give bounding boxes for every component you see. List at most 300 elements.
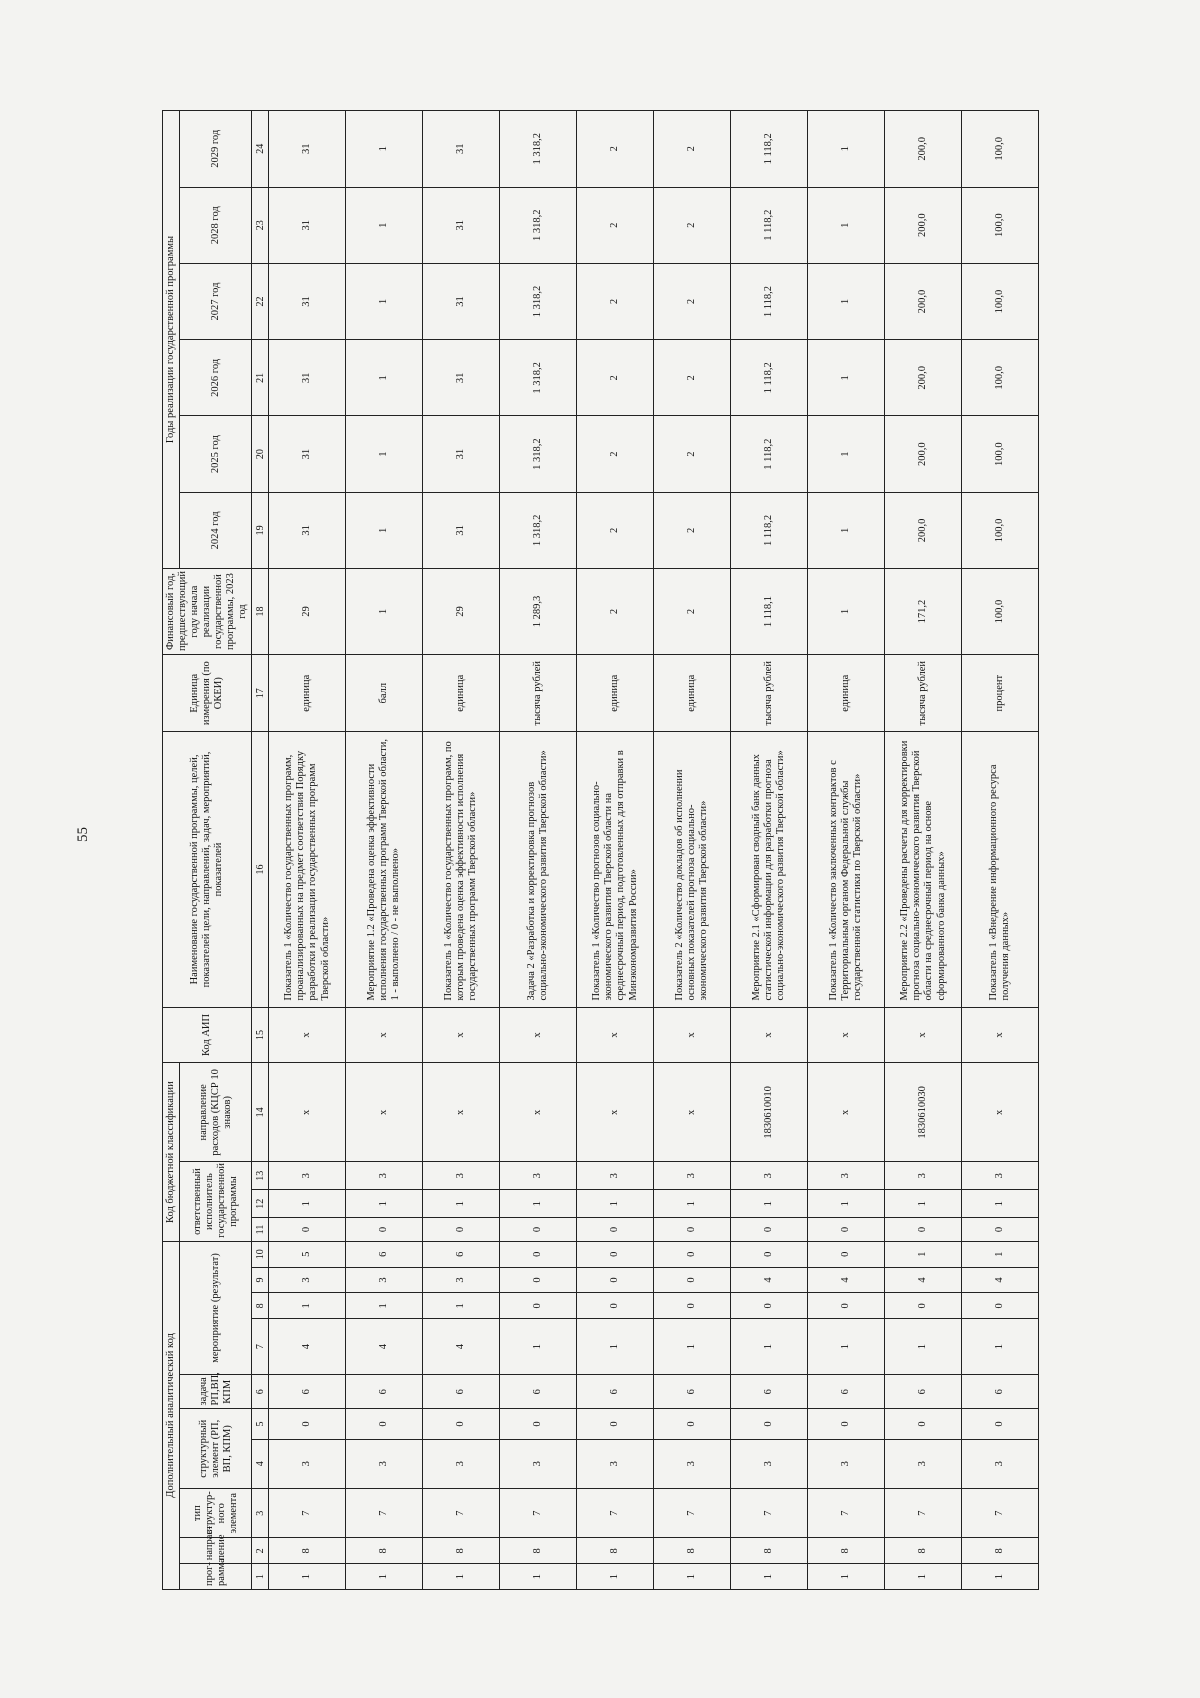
header-program: прог-рамма [180, 1564, 252, 1590]
code-cell: 8 [346, 1538, 423, 1564]
code-cell: 7 [731, 1489, 808, 1538]
header-base-year: Финансовый год, предшествующий году начала реализации государственной программы, 2023 год [163, 569, 252, 655]
code-cell: 1 [808, 1319, 885, 1375]
code-cell: x [423, 1063, 500, 1162]
code-cell: 0 [577, 1293, 654, 1319]
item-name-cell: Мероприятие 2.2 «Проведены расчеты для корректировки прогноза социально-экономического развития Тверской области на среднесрочный период на основе сформированного банка данных» [885, 732, 962, 1007]
code-cell: 4 [962, 1267, 1039, 1293]
header-struct-elem: структурный элемент (РП, ВП, КПМ) [180, 1409, 252, 1489]
code-cell: 5 [269, 1241, 346, 1267]
column-number: 9 [252, 1267, 269, 1293]
code-cell: 8 [962, 1538, 1039, 1564]
code-cell: 0 [500, 1218, 577, 1242]
header-task: задача РП,ВП, КПМ [180, 1375, 252, 1409]
base-year-value: 1 118,1 [731, 569, 808, 655]
base-year-value: 2 [577, 569, 654, 655]
header-measure: мероприятие (результат) [180, 1241, 252, 1374]
code-cell: 3 [654, 1162, 731, 1190]
header-year: 2029 год [180, 111, 252, 188]
code-cell: 1 [346, 1293, 423, 1319]
header-year: 2024 год [180, 492, 252, 568]
code-cell: 0 [346, 1409, 423, 1439]
code-cell: 3 [269, 1162, 346, 1190]
year-value: 2 [577, 187, 654, 263]
column-number: 20 [252, 416, 269, 492]
column-number: 22 [252, 263, 269, 339]
code-cell: 0 [885, 1218, 962, 1242]
year-value: 1 118,2 [731, 187, 808, 263]
code-cell: 8 [423, 1538, 500, 1564]
table-row [269, 111, 346, 1590]
code-cell: 0 [577, 1409, 654, 1439]
code-cell: 3 [346, 1439, 423, 1488]
column-number: 11 [252, 1218, 269, 1242]
unit-cell: тысяча рублей [731, 655, 808, 732]
code-cell: 7 [269, 1489, 346, 1538]
year-value: 2 [577, 263, 654, 339]
column-number: 12 [252, 1190, 269, 1218]
item-name-cell: Показатель 1 «Количество прогнозов социально-экономического развития Тверской области на среднесрочный период, подготовленных для отправки в Минэкономразвития России» [577, 732, 654, 1007]
year-value: 31 [423, 263, 500, 339]
header-exec: ответственный исполнитель государственной программы [180, 1162, 252, 1242]
code-cell: x [269, 1007, 346, 1063]
column-number: 8 [252, 1293, 269, 1319]
table-row [500, 111, 577, 1590]
year-value: 2 [577, 416, 654, 492]
code-cell: 3 [654, 1439, 731, 1488]
year-value: 2 [654, 416, 731, 492]
code-cell: x [808, 1007, 885, 1063]
code-cell: x [577, 1063, 654, 1162]
base-year-value: 29 [423, 569, 500, 655]
table-row [654, 111, 731, 1590]
code-cell: 1 [731, 1564, 808, 1590]
code-cell: x [808, 1063, 885, 1162]
item-name-cell: Показатель 1 «Количество заключенных контрактов с Территориальным органом Федеральной службы государственной статистики по Тверской области» [808, 732, 885, 1007]
code-cell: 3 [423, 1439, 500, 1488]
code-cell: 0 [654, 1218, 731, 1242]
column-number: 14 [252, 1063, 269, 1162]
column-number: 13 [252, 1162, 269, 1190]
code-cell: 3 [885, 1162, 962, 1190]
year-value: 1 [808, 416, 885, 492]
year-value: 31 [423, 111, 500, 188]
year-value: 100,0 [962, 416, 1039, 492]
table-row [346, 111, 423, 1590]
code-cell: 0 [962, 1218, 1039, 1242]
base-year-value: 2 [654, 569, 731, 655]
code-cell: x [885, 1007, 962, 1063]
code-cell: 1 [577, 1564, 654, 1590]
code-cell: 8 [269, 1538, 346, 1564]
code-cell: 0 [731, 1218, 808, 1242]
base-year-value: 100,0 [962, 569, 1039, 655]
code-cell: 4 [731, 1267, 808, 1293]
year-value: 200,0 [885, 263, 962, 339]
code-cell: 1 [423, 1293, 500, 1319]
table-body [269, 111, 1039, 1590]
code-cell: 3 [577, 1439, 654, 1488]
year-value: 2 [577, 111, 654, 188]
code-cell: 3 [808, 1439, 885, 1488]
code-cell: 1 [654, 1190, 731, 1218]
code-cell: 1 [500, 1319, 577, 1375]
year-value: 200,0 [885, 111, 962, 188]
item-name-cell: Показатель 2 «Количество докладов об исполнении основных показателей прогноза социально-экономического развития Тверской области» [654, 732, 731, 1007]
code-cell: 4 [346, 1319, 423, 1375]
code-cell: 3 [962, 1162, 1039, 1190]
year-value: 2 [654, 111, 731, 188]
code-cell: 1 [731, 1319, 808, 1375]
base-year-value: 1 289,3 [500, 569, 577, 655]
column-number: 23 [252, 187, 269, 263]
code-cell: 0 [577, 1267, 654, 1293]
column-number: 1 [252, 1564, 269, 1590]
code-cell: 7 [346, 1489, 423, 1538]
year-value: 200,0 [885, 492, 962, 568]
column-number-row [252, 111, 269, 1590]
code-cell: 6 [577, 1375, 654, 1409]
code-cell: x [500, 1063, 577, 1162]
unit-cell: тысяча рублей [500, 655, 577, 732]
unit-cell: процент [962, 655, 1039, 732]
year-value: 31 [269, 492, 346, 568]
code-cell: x [423, 1007, 500, 1063]
code-cell: 6 [423, 1375, 500, 1409]
header-year: 2027 год [180, 263, 252, 339]
page-number: 55 [75, 827, 91, 842]
year-value: 31 [269, 263, 346, 339]
code-cell: 6 [808, 1375, 885, 1409]
item-name-cell: Задача 2 «Разработка и корректировка прогнозов социально-экономического развития Тверской области» [500, 732, 577, 1007]
code-cell: 0 [885, 1293, 962, 1319]
code-cell: 0 [962, 1293, 1039, 1319]
code-cell: 0 [423, 1218, 500, 1242]
code-cell: 6 [269, 1375, 346, 1409]
year-value: 200,0 [885, 416, 962, 492]
code-cell: x [269, 1063, 346, 1162]
rotated-table-container [162, 110, 1200, 1590]
code-cell: 6 [346, 1375, 423, 1409]
code-cell: 7 [808, 1489, 885, 1538]
code-cell: 1 [654, 1564, 731, 1590]
code-cell: 3 [500, 1439, 577, 1488]
code-cell: 0 [808, 1293, 885, 1319]
unit-cell: единица [654, 655, 731, 732]
unit-cell: единица [423, 655, 500, 732]
code-cell: 7 [423, 1489, 500, 1538]
header-name: Наименование государственной программы, целей, показателей цели, направлений, задач, мероприятий, показателей [163, 732, 252, 1007]
header-aip: Код АИП [163, 1007, 252, 1063]
code-cell: 1 [962, 1190, 1039, 1218]
code-cell: 6 [346, 1241, 423, 1267]
table-row [731, 111, 808, 1590]
unit-cell: единица [269, 655, 346, 732]
year-value: 1 118,2 [731, 416, 808, 492]
item-name-cell: Показатель 1 «Внедрение информационного ресурса получения данных» [962, 732, 1039, 1007]
year-value: 31 [269, 111, 346, 188]
code-cell: 0 [808, 1409, 885, 1439]
column-number: 7 [252, 1319, 269, 1375]
year-value: 1 [346, 492, 423, 568]
code-cell: 0 [885, 1409, 962, 1439]
year-value: 1 318,2 [500, 187, 577, 263]
code-cell: 6 [423, 1241, 500, 1267]
year-value: 100,0 [962, 187, 1039, 263]
code-cell: 3 [808, 1162, 885, 1190]
code-cell: 0 [808, 1218, 885, 1242]
year-value: 200,0 [885, 187, 962, 263]
table-row [577, 111, 654, 1590]
code-cell: 7 [577, 1489, 654, 1538]
code-cell: x [731, 1007, 808, 1063]
column-number: 10 [252, 1241, 269, 1267]
code-cell: 3 [962, 1439, 1039, 1488]
year-value: 1 [808, 492, 885, 568]
code-cell: 7 [654, 1489, 731, 1538]
code-cell: 3 [731, 1439, 808, 1488]
year-value: 1 318,2 [500, 416, 577, 492]
code-cell: 1 [423, 1190, 500, 1218]
code-cell: 6 [962, 1375, 1039, 1409]
year-value: 100,0 [962, 492, 1039, 568]
year-value: 1 [808, 187, 885, 263]
column-number: 4 [252, 1439, 269, 1488]
code-cell: 8 [885, 1538, 962, 1564]
code-cell: 8 [654, 1538, 731, 1564]
code-cell: 1 [423, 1564, 500, 1590]
table-row [885, 111, 962, 1590]
year-value: 100,0 [962, 340, 1039, 416]
code-cell: 8 [577, 1538, 654, 1564]
code-cell: 6 [654, 1375, 731, 1409]
code-cell: 0 [269, 1409, 346, 1439]
code-cell: 1 [500, 1190, 577, 1218]
year-value: 1 [346, 111, 423, 188]
year-value: 2 [577, 492, 654, 568]
code-cell: 1 [500, 1564, 577, 1590]
code-cell: 1 [346, 1564, 423, 1590]
table-row [808, 111, 885, 1590]
code-cell: x [962, 1007, 1039, 1063]
code-cell: 3 [577, 1162, 654, 1190]
header-year: 2026 год [180, 340, 252, 416]
code-cell: 4 [808, 1267, 885, 1293]
code-cell: 1830610010 [731, 1063, 808, 1162]
code-cell: 6 [731, 1375, 808, 1409]
code-cell: 0 [731, 1293, 808, 1319]
header-year: 2025 год [180, 416, 252, 492]
year-value: 2 [654, 187, 731, 263]
year-value: 31 [423, 187, 500, 263]
year-value: 1 118,2 [731, 340, 808, 416]
year-value: 200,0 [885, 340, 962, 416]
year-value: 1 118,2 [731, 111, 808, 188]
code-cell: 0 [423, 1409, 500, 1439]
code-cell: 1 [808, 1190, 885, 1218]
unit-cell: балл [346, 655, 423, 732]
code-cell: 0 [577, 1218, 654, 1242]
year-value: 2 [654, 263, 731, 339]
item-name-cell: Показатель 1 «Количество государственных программ, по которым проведена оценка эффективности исполнения государственных программ Тверской области» [423, 732, 500, 1007]
code-cell: 3 [269, 1439, 346, 1488]
code-cell: 0 [654, 1241, 731, 1267]
code-cell: 0 [808, 1241, 885, 1267]
item-name-cell: Мероприятие 2.1 «Сформирован сводный банк данных статистической информации для разработки прогноза социально-экономического развития Тверской области» [731, 732, 808, 1007]
table-header [163, 111, 269, 1590]
year-value: 31 [423, 492, 500, 568]
code-cell: x [654, 1063, 731, 1162]
base-year-value: 1 [346, 569, 423, 655]
column-number: 16 [252, 732, 269, 1007]
year-value: 31 [423, 416, 500, 492]
column-number: 15 [252, 1007, 269, 1063]
code-cell: 0 [500, 1267, 577, 1293]
header-add-code: Дополнительный аналитический код [163, 1241, 180, 1589]
program-table [162, 110, 1039, 1590]
column-number: 6 [252, 1375, 269, 1409]
column-number: 17 [252, 655, 269, 732]
code-cell: 1 [269, 1564, 346, 1590]
column-number: 24 [252, 111, 269, 188]
code-cell: 3 [423, 1267, 500, 1293]
year-value: 1 [346, 416, 423, 492]
year-value: 1 [808, 263, 885, 339]
code-cell: 1 [962, 1241, 1039, 1267]
year-value: 1 [346, 263, 423, 339]
code-cell: 4 [423, 1319, 500, 1375]
code-cell: 1 [731, 1190, 808, 1218]
code-cell: 3 [731, 1162, 808, 1190]
header-years-title: Годы реализации государственной программы [163, 111, 180, 569]
code-cell: 3 [423, 1162, 500, 1190]
code-cell: 1 [885, 1564, 962, 1590]
code-cell: x [962, 1063, 1039, 1162]
year-value: 1 318,2 [500, 263, 577, 339]
year-value: 1 318,2 [500, 340, 577, 416]
code-cell: 0 [654, 1293, 731, 1319]
code-cell: 7 [885, 1489, 962, 1538]
column-number: 2 [252, 1538, 269, 1564]
code-cell: 1 [885, 1190, 962, 1218]
column-number: 5 [252, 1409, 269, 1439]
code-cell: 7 [500, 1489, 577, 1538]
year-value: 1 [346, 340, 423, 416]
header-expense: направление расходов (КЦСР 10 знаков) [180, 1063, 252, 1162]
code-cell: 0 [962, 1409, 1039, 1439]
code-cell: 8 [808, 1538, 885, 1564]
item-name-cell: Мероприятие 1.2 «Проведена оценка эффективности исполнения государственных программ Тверской области, 1 - выполнено / 0 - не выполнено» [346, 732, 423, 1007]
code-cell: x [654, 1007, 731, 1063]
year-value: 1 [346, 187, 423, 263]
year-value: 2 [654, 340, 731, 416]
table-row [423, 111, 500, 1590]
code-cell: 4 [885, 1267, 962, 1293]
column-number: 19 [252, 492, 269, 568]
code-cell: 0 [500, 1409, 577, 1439]
code-cell: 0 [500, 1293, 577, 1319]
code-cell: 1 [885, 1241, 962, 1267]
header-year: 2028 год [180, 187, 252, 263]
unit-cell: единица [808, 655, 885, 732]
year-value: 31 [423, 340, 500, 416]
code-cell: 1 [885, 1319, 962, 1375]
year-value: 1 [808, 111, 885, 188]
year-value: 100,0 [962, 263, 1039, 339]
code-cell: 1 [577, 1319, 654, 1375]
year-value: 100,0 [962, 111, 1039, 188]
year-value: 31 [269, 340, 346, 416]
code-cell: 0 [731, 1241, 808, 1267]
code-cell: 3 [346, 1162, 423, 1190]
header-struct-type: тип структур-ного элемента [180, 1489, 252, 1538]
code-cell: 0 [346, 1218, 423, 1242]
code-cell: x [500, 1007, 577, 1063]
base-year-value: 29 [269, 569, 346, 655]
code-cell: 0 [731, 1409, 808, 1439]
code-cell: 0 [500, 1241, 577, 1267]
unit-cell: тысяча рублей [885, 655, 962, 732]
code-cell: 6 [500, 1375, 577, 1409]
code-cell: 0 [269, 1218, 346, 1242]
year-value: 1 318,2 [500, 492, 577, 568]
base-year-value: 171,2 [885, 569, 962, 655]
year-value: 31 [269, 187, 346, 263]
code-cell: x [346, 1007, 423, 1063]
column-number: 3 [252, 1489, 269, 1538]
header-unit: Единица измерения (по ОКЕИ) [163, 655, 252, 732]
code-cell: x [346, 1063, 423, 1162]
code-cell: 0 [654, 1267, 731, 1293]
code-cell: 1 [962, 1319, 1039, 1375]
code-cell: 1 [269, 1293, 346, 1319]
code-cell: 1 [269, 1190, 346, 1218]
code-cell: 3 [269, 1267, 346, 1293]
year-value: 1 318,2 [500, 111, 577, 188]
code-cell: 7 [962, 1489, 1039, 1538]
code-cell: 1 [808, 1564, 885, 1590]
column-number: 18 [252, 569, 269, 655]
code-cell: 1 [577, 1190, 654, 1218]
code-cell: 3 [346, 1267, 423, 1293]
code-cell: 8 [731, 1538, 808, 1564]
code-cell: 8 [500, 1538, 577, 1564]
code-cell: 3 [885, 1439, 962, 1488]
year-value: 2 [654, 492, 731, 568]
header-direction: направ-ление [180, 1538, 252, 1564]
year-value: 1 [808, 340, 885, 416]
code-cell: 0 [654, 1409, 731, 1439]
code-cell: x [577, 1007, 654, 1063]
header-budget-code: Код бюджетной классификации [163, 1063, 180, 1241]
code-cell: 1 [654, 1319, 731, 1375]
code-cell: 1 [346, 1190, 423, 1218]
code-cell: 4 [269, 1319, 346, 1375]
year-value: 1 118,2 [731, 263, 808, 339]
code-cell: 6 [885, 1375, 962, 1409]
item-name-cell: Показатель 1 «Количество государственных программ, проанализированных на предмет соответствия Порядку разработки и реализации государственных программ Тверской области» [269, 732, 346, 1007]
year-value: 2 [577, 340, 654, 416]
base-year-value: 1 [808, 569, 885, 655]
unit-cell: единица [577, 655, 654, 732]
code-cell: 3 [500, 1162, 577, 1190]
year-value: 31 [269, 416, 346, 492]
code-cell: 0 [577, 1241, 654, 1267]
code-cell: 1 [962, 1564, 1039, 1590]
code-cell: 1830610030 [885, 1063, 962, 1162]
table-row [962, 111, 1039, 1590]
column-number: 21 [252, 340, 269, 416]
